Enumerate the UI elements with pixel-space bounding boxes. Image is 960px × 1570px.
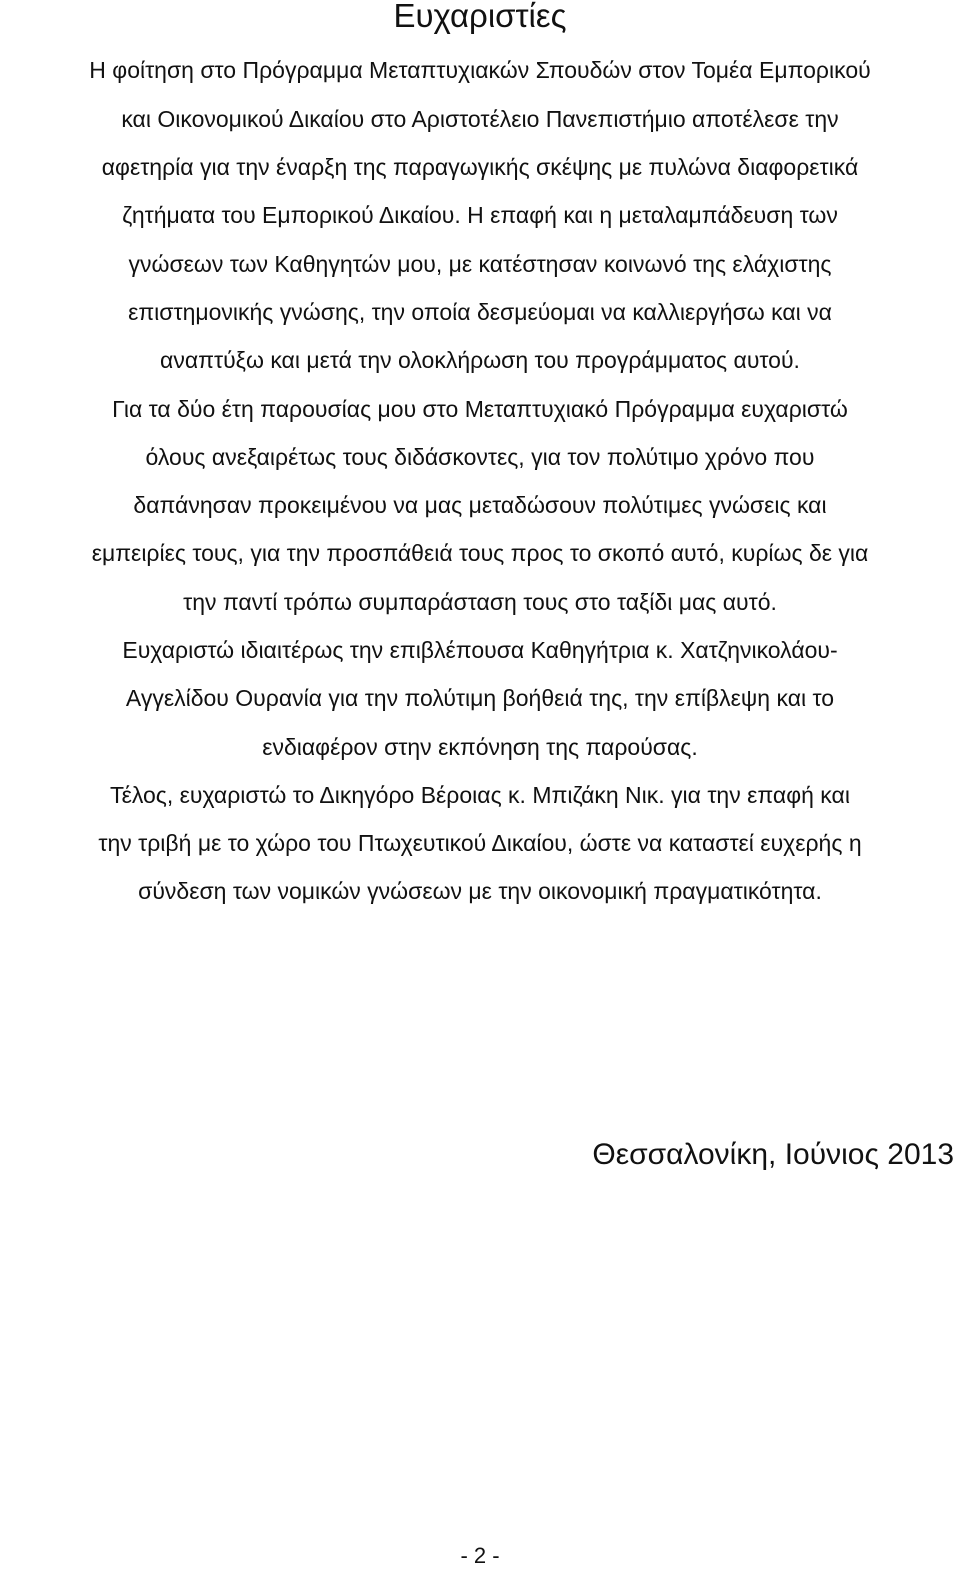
- page-title: Ευχαριστίες: [393, 0, 567, 34]
- text-line-15: ενδιαφέρον στην εκπόνηση της παρούσας.: [262, 734, 698, 760]
- text-line-6: επιστημονικής γνώσης, την οποία δεσμεύομαι να καλλιεργήσω και να: [128, 299, 832, 325]
- text-line-7: αναπτύξω και μετά την ολοκλήρωση του προγράμματος αυτού.: [160, 347, 800, 373]
- text-line-1: Η φοίτηση στο Πρόγραμμα Μεταπτυχιακών Σπουδών στον Τομέα Εμπορικού: [89, 57, 871, 83]
- text-line-10: δαπάνησαν προκειμένου να μας μεταδώσουν πολύτιμες γνώσεις και: [133, 492, 827, 518]
- signature-place-date: Θεσσαλονίκη, Ιούνιος 2013: [592, 1138, 954, 1171]
- text-line-11: εμπειρίες τους, για την προσπάθειά τους προς το σκοπό αυτό, κυρίως δε για: [91, 540, 869, 566]
- text-line-18: σύνδεση των νομικών γνώσεων με την οικονομική πραγματικότητα.: [138, 878, 822, 904]
- text-line-17: την τριβή με το χώρο του Πτωχευτικού Δικαίου, ώστε να καταστεί ευχερής η: [98, 830, 862, 856]
- page-number: - 2 -: [460, 1543, 500, 1568]
- text-line-5: γνώσεων των Καθηγητών μου, με κατέστησαν κοινωνό της ελάχιστης: [128, 251, 832, 277]
- text-line-3: αφετηρία για την έναρξη της παραγωγικής σκέψης με πυλώνα διαφορετικά: [101, 154, 859, 180]
- text-line-13: Ευχαριστώ ιδιαιτέρως την επιβλέπουσα Καθηγήτρια κ. Χατζηνικολάου-: [122, 637, 838, 663]
- text-line-2: και Οικονομικού Δικαίου στο Αριστοτέλειο Πανεπιστήμιο αποτέλεσε την: [121, 106, 839, 132]
- text-line-8: Για τα δύο έτη παρουσίας μου στο Μεταπτυχιακό Πρόγραμμα ευχαριστώ: [112, 396, 848, 422]
- text-line-12: την παντί τρόπω συμπαράσταση τους στο ταξίδι μας αυτό.: [183, 589, 777, 615]
- text-line-16: Τέλος, ευχαριστώ το Δικηγόρο Βέροιας κ. Μπιζάκη Νικ. για την επαφή και: [110, 782, 850, 808]
- text-line-4: ζητήματα του Εμπορικού Δικαίου. Η επαφή και η μεταλαμπάδευση των: [122, 202, 838, 228]
- text-line-9: όλους ανεξαιρέτως τους διδάσκοντες, για τον πολύτιμο χρόνο που: [145, 444, 815, 470]
- text-line-14: Αγγελίδου Ουρανία για την πολύτιμη βοήθειά της, την επίβλεψη και το: [125, 685, 835, 711]
